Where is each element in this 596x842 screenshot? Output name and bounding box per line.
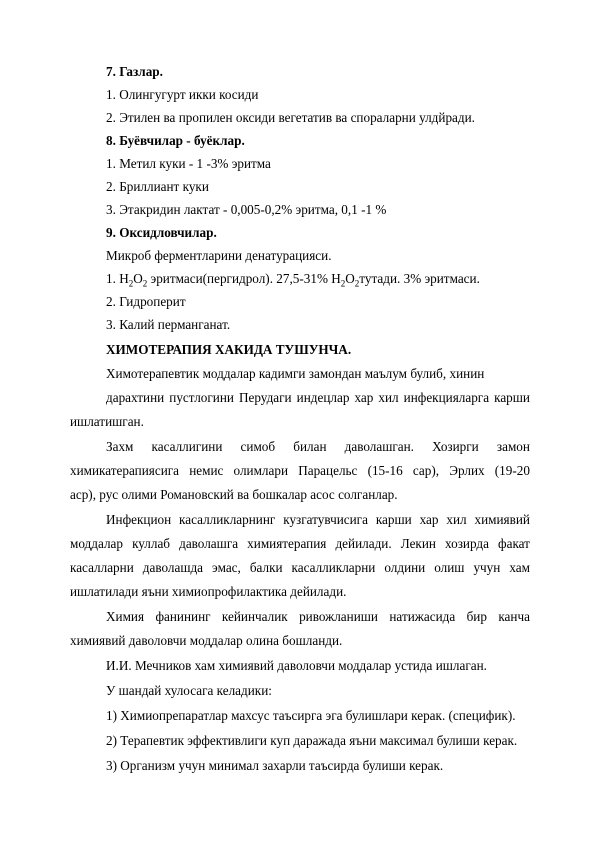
- word: химиявий: [474, 512, 530, 527]
- word: (19-20: [494, 463, 530, 478]
- word: кузгатувчисига: [283, 512, 368, 527]
- heading-dyes: 8. Буёвчилар - буёклар.: [106, 133, 245, 148]
- word: Эрлих: [449, 463, 485, 478]
- list-item: 2. Бриллиант куки: [106, 179, 209, 194]
- word: факат: [498, 536, 530, 551]
- paragraph-line: У шандай хулосага келадики:: [106, 683, 272, 698]
- word: Инфекцион: [106, 512, 172, 527]
- word: сар),: [412, 463, 440, 478]
- word: хар: [354, 390, 374, 405]
- paragraph-line: ишлатилади яъни химиопрофилактика дейилади.: [70, 584, 347, 599]
- paragraph-line: [106, 512, 530, 528]
- word: немис: [189, 463, 224, 478]
- paragraph-line: [70, 463, 530, 479]
- word: билан: [293, 439, 327, 454]
- word: симоб: [240, 439, 276, 454]
- word: хозирда: [445, 536, 489, 551]
- word: моддалар: [70, 536, 123, 551]
- list-item: 2. Гидроперит: [106, 294, 186, 309]
- list-item: 1) Химиопрепаратлар махсус таъсирга эга булишлари керак. (специфик).: [106, 708, 516, 723]
- list-item: 3. Калий перманганат.: [106, 317, 231, 332]
- word: куллаб: [132, 536, 171, 551]
- paragraph-line: [70, 536, 530, 552]
- word: канча: [498, 609, 530, 624]
- word: Химия: [106, 609, 145, 624]
- word: карши: [494, 390, 530, 405]
- heading-chemotherapy: ХИМОТЕРАПИЯ ХАКИДА ТУШУНЧА.: [106, 342, 352, 357]
- list-item: Микроб ферментларини денатурацияси.: [106, 248, 332, 263]
- paragraph-line: [106, 609, 530, 625]
- word: касалларни: [70, 560, 134, 575]
- word: олдини: [384, 560, 426, 575]
- heading-oxidizers: 9. Оксидловчилар.: [106, 225, 217, 240]
- list-item: 3) Организм учун минимал захарли таъсирда булиши керак.: [106, 758, 444, 773]
- word: даволашган.: [344, 439, 414, 454]
- word: индецлар: [296, 390, 350, 405]
- paragraph-line: И.И. Мечников хам химиявий даволовчи моддалар устида ишлаган.: [106, 658, 487, 673]
- word: балки: [249, 560, 283, 575]
- word: химиятерапия: [247, 536, 327, 551]
- list-item: 2) Терапевтик эффективлиги куп даражада яъни максимал булиши керак.: [106, 733, 518, 748]
- paragraph-line: [106, 390, 530, 406]
- word: бир: [466, 609, 487, 624]
- word: фанининг: [155, 609, 211, 624]
- word: даволашда: [142, 560, 204, 575]
- heading-gases: 7. Газлар.: [106, 64, 163, 79]
- word: эмас,: [212, 560, 241, 575]
- word: Перудаги: [239, 390, 292, 405]
- word: ривожланиши: [299, 609, 378, 624]
- word: (15-16: [367, 463, 403, 478]
- word: хар: [419, 512, 439, 527]
- word: олимлари: [233, 463, 289, 478]
- word: касалликларнинг: [179, 512, 276, 527]
- word: касаллигини: [151, 439, 223, 454]
- paragraph-line: химиявий даволовчи моддалар олина бошланди.: [70, 633, 343, 648]
- paragraph-line: Химотерапевтик моддалар кадимги замондан маълум булиб, хинин: [106, 366, 485, 381]
- word: хил: [446, 512, 467, 527]
- paragraph-line: ишлатишган.: [70, 414, 144, 429]
- word: пустлогини: [169, 390, 234, 405]
- word: хил: [378, 390, 399, 405]
- word: учун: [473, 560, 501, 575]
- word: карши: [375, 512, 412, 527]
- word: дейилади.: [335, 536, 392, 551]
- word: олиш: [434, 560, 465, 575]
- word: замон: [496, 439, 530, 454]
- word: хам: [509, 560, 530, 575]
- word: Хозирги: [432, 439, 479, 454]
- word: химикатерапиясига: [70, 463, 180, 478]
- list-item-peroxide: 1. $H_2O_2$ эритмаси(пергидрол). 27,5-31% $H_2O_2тутади$. 3% эритмаси.: [106, 271, 480, 289]
- word: инфекцияларга: [403, 390, 490, 405]
- word: касалликларни: [291, 560, 376, 575]
- list-item: 2. Этилен ва пропилен оксиди вегетатив ва спораларни улдйради.: [106, 110, 475, 125]
- paragraph-line: аср), рус олими Романовский ва бошкалар асос солганлар.: [70, 487, 398, 502]
- paragraph-line: [70, 560, 530, 576]
- word: Парацельс: [298, 463, 358, 478]
- word: Захм: [106, 439, 134, 454]
- word: кейинчалик: [221, 609, 288, 624]
- word: дарахтини: [106, 390, 165, 405]
- paragraph-line: [106, 439, 530, 455]
- word: Лекин: [400, 536, 436, 551]
- word: натижасида: [389, 609, 456, 624]
- list-item: 1. Олингугурт икки косиди: [106, 87, 259, 102]
- word: даволашга: [179, 536, 239, 551]
- list-item: 1. Метил куки - 1 -3% эритма: [106, 156, 271, 171]
- list-item: 3. Этакридин лактат - 0,005-0,2% эритма, 0,1 -1 %: [106, 202, 387, 217]
